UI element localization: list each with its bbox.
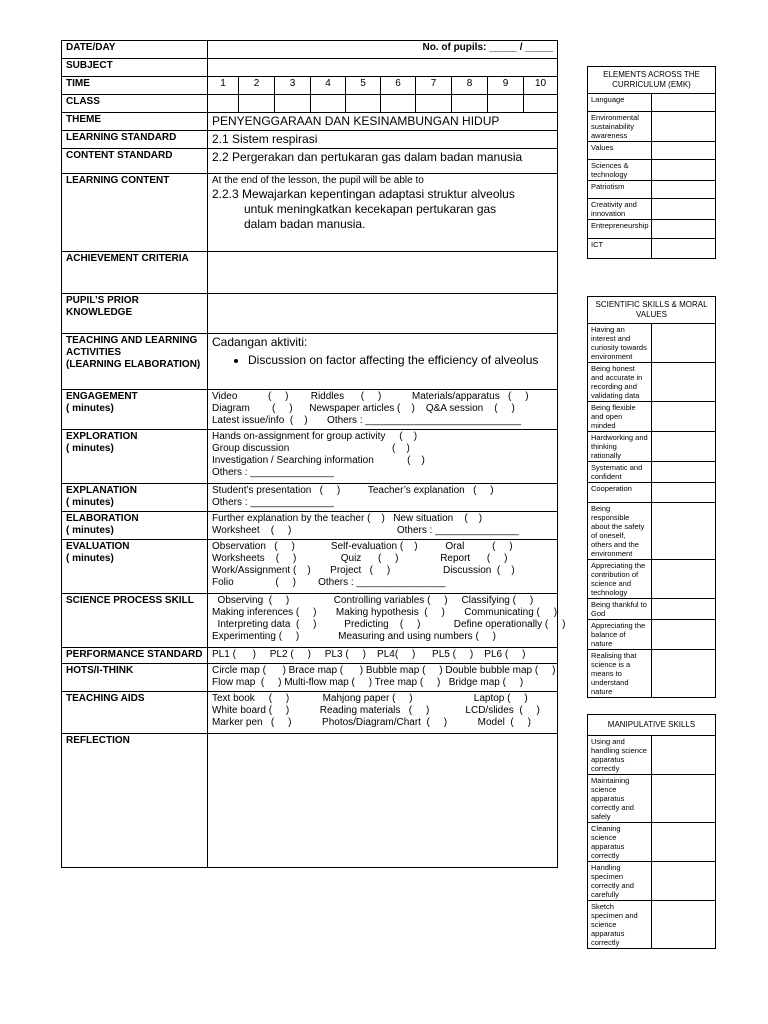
option-line: White board ( ) Reading materials ( ) LCD/slides ( ) [212, 705, 540, 716]
tla-label-line: ACTIVITIES [66, 347, 122, 358]
time-slot[interactable]: 6 [381, 77, 416, 95]
list-item: ICT [588, 239, 652, 259]
scientific-skills-title: SCIENTIFIC SKILLS & MORAL VALUES [588, 297, 716, 324]
learning-content-value: dalam badan manusia. [244, 217, 366, 231]
checkbox-cell[interactable] [652, 160, 716, 181]
option-line: Marker pen ( ) Photos/Diagram/Chart ( ) Model ( ) [212, 717, 531, 728]
checkbox-cell[interactable] [652, 112, 716, 142]
class-label: CLASS [62, 95, 208, 113]
tla-label-line: (LEARNING ELABORATION) [66, 359, 201, 370]
time-slot[interactable]: 2 [239, 77, 275, 95]
checkbox-cell[interactable] [652, 503, 716, 560]
content-standard-label: CONTENT STANDARD [62, 149, 208, 174]
option-line: Experimenting ( ) Measuring and using numbers ( ) [212, 631, 496, 642]
performance-options[interactable] [208, 648, 558, 664]
date-label: DATE/DAY [62, 41, 208, 59]
time-slot[interactable]: 5 [346, 77, 381, 95]
subject-field[interactable] [208, 59, 558, 77]
checkbox-cell[interactable] [652, 560, 716, 599]
checkbox-cell[interactable] [652, 239, 716, 259]
class-cell[interactable] [346, 95, 381, 113]
checkbox-cell[interactable] [652, 432, 716, 462]
list-item: Being responsible about the safety of oneself, others and the environment [588, 503, 652, 560]
elaboration-label [62, 512, 208, 540]
option-line: Observing ( ) Controlling variables ( ) Classifying ( ) [212, 595, 534, 606]
checkbox-cell[interactable] [652, 94, 716, 112]
option-line: Circle map ( ) Brace map ( ) Bubble map ( ) Double bubble map ( ) [212, 665, 556, 676]
manipulative-skills-table [587, 714, 716, 949]
minutes-label: ( minutes) [66, 553, 114, 564]
theme-value: PENYENGGARAAN DAN KESINAMBUNGAN HIDUP [208, 113, 558, 131]
reflection-field[interactable] [208, 734, 558, 868]
time-slot[interactable]: 1 [208, 77, 239, 95]
option-line: Diagram ( ) Newspaper articles ( ) Q&A session ( ) [212, 403, 515, 414]
list-item: Cleaning science apparatus correctly [588, 823, 652, 862]
list-item: Appreciating the contribution of science and technology [588, 560, 652, 599]
list-item: Patriotism [588, 181, 652, 199]
minutes-label: ( minutes) [66, 443, 114, 454]
tla-cell [208, 334, 558, 390]
class-cell[interactable] [381, 95, 416, 113]
elaboration-title: ELABORATION [66, 513, 139, 524]
option-line: Others : _______________ [212, 497, 334, 508]
performance-standard-label: PERFORMANCE STANDARD [62, 648, 208, 664]
science-process-skill-label: SCIENCE PROCESS SKILL [62, 594, 208, 648]
minutes-label: ( minutes) [66, 403, 114, 414]
scientific-skills-table [587, 296, 716, 698]
list-item: Having an interest and curiosity towards environment [588, 324, 652, 363]
learning-content-value: untuk meningkatkan kecekapan pertukaran gas [244, 202, 497, 216]
option-line: Worksheet ( ) Others : _______________ [212, 525, 519, 536]
theme-label: THEME [62, 113, 208, 131]
checkbox-cell[interactable] [652, 736, 716, 775]
explanation-options[interactable] [208, 484, 558, 512]
option-line: Hands on-assignment for group activity ( ) [212, 431, 418, 442]
checkbox-cell[interactable] [652, 462, 716, 483]
checkbox-cell[interactable] [652, 142, 716, 160]
learning-standard-value: 2.1 Sistem respirasi [208, 131, 558, 149]
checkbox-cell[interactable] [652, 220, 716, 239]
list-item: Entrepreneurship [588, 220, 652, 239]
checkbox-cell[interactable] [652, 181, 716, 199]
option-line: Others : _______________ [212, 467, 334, 478]
option-line: Text book ( ) Mahjong paper ( ) Laptop ( ) [212, 693, 528, 704]
option-line: PL1 ( ) PL2 ( ) PL3 ( ) PL4( ) PL5 ( ) PL6 ( ) [212, 649, 526, 660]
reflection-label: REFLECTION [62, 734, 208, 868]
checkbox-cell[interactable] [652, 402, 716, 432]
list-item: Cooperation [588, 483, 652, 503]
list-item: Maintaining science apparatus correctly and safely [588, 775, 652, 823]
tla-heading: Cadangan aktiviti: [212, 335, 308, 349]
prior-label-line: KNOWLEDGE [66, 307, 133, 318]
hots-label: HOTS/I-THINK [62, 664, 208, 692]
class-cell[interactable] [275, 95, 311, 113]
exploration-title: EXPLORATION [66, 431, 138, 442]
class-cell[interactable] [311, 95, 346, 113]
option-line: Work/Assignment ( ) Project ( ) Discussion ( ) [212, 565, 515, 576]
class-cell[interactable] [488, 95, 524, 113]
class-cell[interactable] [208, 95, 239, 113]
engagement-options[interactable] [208, 390, 558, 430]
list-item: Being honest and accurate in recording and validating data [588, 363, 652, 402]
list-item: Values [588, 142, 652, 160]
teaching-aids-label: TEACHING AIDS [62, 692, 208, 734]
checkbox-cell[interactable] [652, 823, 716, 862]
teaching-aids-options[interactable] [208, 692, 558, 734]
checkbox-cell[interactable] [652, 599, 716, 620]
lesson-plan-table [61, 40, 566, 868]
prior-knowledge-label [62, 294, 208, 334]
elaboration-options[interactable] [208, 512, 558, 540]
list-item: Using and handling science apparatus correctly [588, 736, 652, 775]
checkbox-cell[interactable] [652, 775, 716, 823]
option-line: Latest issue/info ( ) Others : ____________________________ [212, 415, 522, 426]
option-line: Video ( ) Riddles ( ) Materials/apparatus ( ) [212, 391, 529, 402]
exploration-label [62, 430, 208, 484]
engagement-label [62, 390, 208, 430]
science-process-options[interactable] [208, 594, 566, 648]
option-line: Observation ( ) Self-evaluation ( ) Oral ( ) [212, 541, 513, 552]
evaluation-options[interactable] [208, 540, 558, 594]
learning-content-label: LEARNING CONTENT [62, 174, 208, 252]
explanation-title: EXPLANATION [66, 485, 137, 496]
evaluation-title: EVALUATION [66, 541, 130, 552]
prior-label-line: PUPIL’S PRIOR [66, 295, 139, 306]
manipulative-skills-title: MANIPULATIVE SKILLS [588, 715, 716, 736]
checkbox-cell[interactable] [652, 650, 716, 698]
checkbox-cell[interactable] [652, 620, 716, 650]
checkbox-cell[interactable] [652, 483, 716, 503]
tla-bullet: • Discussion on factor affecting the efficiency of alveolus [248, 352, 553, 368]
time-slot[interactable]: 3 [275, 77, 311, 95]
option-line: Student’s presentation ( ) Teacher’s explanation ( ) [212, 485, 494, 496]
learning-content-intro: At the end of the lesson, the pupil will be able to [212, 175, 424, 186]
list-item: Appreciating the balance of nature [588, 620, 652, 650]
emk-title: ELEMENTS ACROSS THE CURRICULUM (EMK) [588, 67, 716, 94]
list-item: Sketch specimen and science apparatus correctly [588, 901, 652, 949]
option-line: Investigation / Searching information ( ) [212, 455, 425, 466]
explanation-label [62, 484, 208, 512]
minutes-label: ( minutes) [66, 497, 114, 508]
time-slot[interactable]: 8 [452, 77, 488, 95]
list-item: Sciences & technology [588, 160, 652, 181]
option-line: Making inferences ( ) Making hypothesis ( ) Communicating ( ) [212, 607, 558, 618]
prior-knowledge-field[interactable] [208, 294, 558, 334]
learning-content-cell [208, 174, 558, 252]
evaluation-label [62, 540, 208, 594]
checkbox-cell[interactable] [652, 363, 716, 402]
subject-label: SUBJECT [62, 59, 208, 77]
minutes-label: ( minutes) [66, 525, 114, 536]
checkbox-cell[interactable] [652, 901, 716, 949]
time-label: TIME [62, 77, 208, 95]
hots-options[interactable] [208, 664, 558, 692]
content-standard-value: 2.2 Pergerakan dan pertukaran gas dalam badan manusia [208, 149, 558, 174]
list-item: Hardworking and thinking rationally [588, 432, 652, 462]
time-slot[interactable]: 9 [488, 77, 524, 95]
class-cell[interactable] [452, 95, 488, 113]
option-line: Group discussion ( ) [212, 443, 410, 454]
time-row [62, 77, 558, 95]
option-line: Worksheets ( ) Quiz ( ) Report ( ) [212, 553, 508, 564]
option-line: Interpreting data ( ) Predicting ( ) Define operationally ( ) [212, 619, 566, 630]
option-line: Folio ( ) Others : ________________ [212, 577, 446, 588]
achievement-field[interactable] [208, 252, 558, 294]
list-item: Being flexible and open minded [588, 402, 652, 432]
class-cell[interactable] [239, 95, 275, 113]
exploration-options[interactable] [208, 430, 558, 484]
learning-content-value: 2.2.3 Mewajarkan kepentingan adaptasi struktur alveolus [212, 187, 515, 201]
list-item: Handling specimen correctly and carefully [588, 862, 652, 901]
list-item: Systematic and confident [588, 462, 652, 483]
option-line: Further explanation by the teacher ( ) New situation ( ) [212, 513, 483, 524]
checkbox-cell[interactable] [652, 199, 716, 220]
list-item: Environmental sustainability awareness [588, 112, 652, 142]
class-cell[interactable] [524, 95, 558, 113]
tla-label [62, 334, 208, 390]
achievement-label: ACHIEVEMENT CRITERIA [62, 252, 208, 294]
list-item: Realising that science is a means to understand nature [588, 650, 652, 698]
list-item: Being thankful to God [588, 599, 652, 620]
time-slot[interactable]: 10 [524, 77, 558, 95]
emk-table [587, 66, 716, 259]
engagement-title: ENGAGEMENT [66, 391, 138, 402]
list-item: Creativity and innovation [588, 199, 652, 220]
time-slot[interactable]: 7 [416, 77, 452, 95]
time-slot[interactable]: 4 [311, 77, 346, 95]
checkbox-cell[interactable] [652, 862, 716, 901]
pupils-field[interactable]: No. of pupils: _____ / _____ [208, 41, 558, 59]
option-line: Flow map ( ) Multi-flow map ( ) Tree map ( ) Bridge map ( ) [212, 677, 524, 688]
learning-standard-label: LEARNING STANDARD [62, 131, 208, 149]
list-item: Language [588, 94, 652, 112]
tla-label-line: TEACHING AND LEARNING [66, 335, 198, 346]
class-cell[interactable] [416, 95, 452, 113]
checkbox-cell[interactable] [652, 324, 716, 363]
